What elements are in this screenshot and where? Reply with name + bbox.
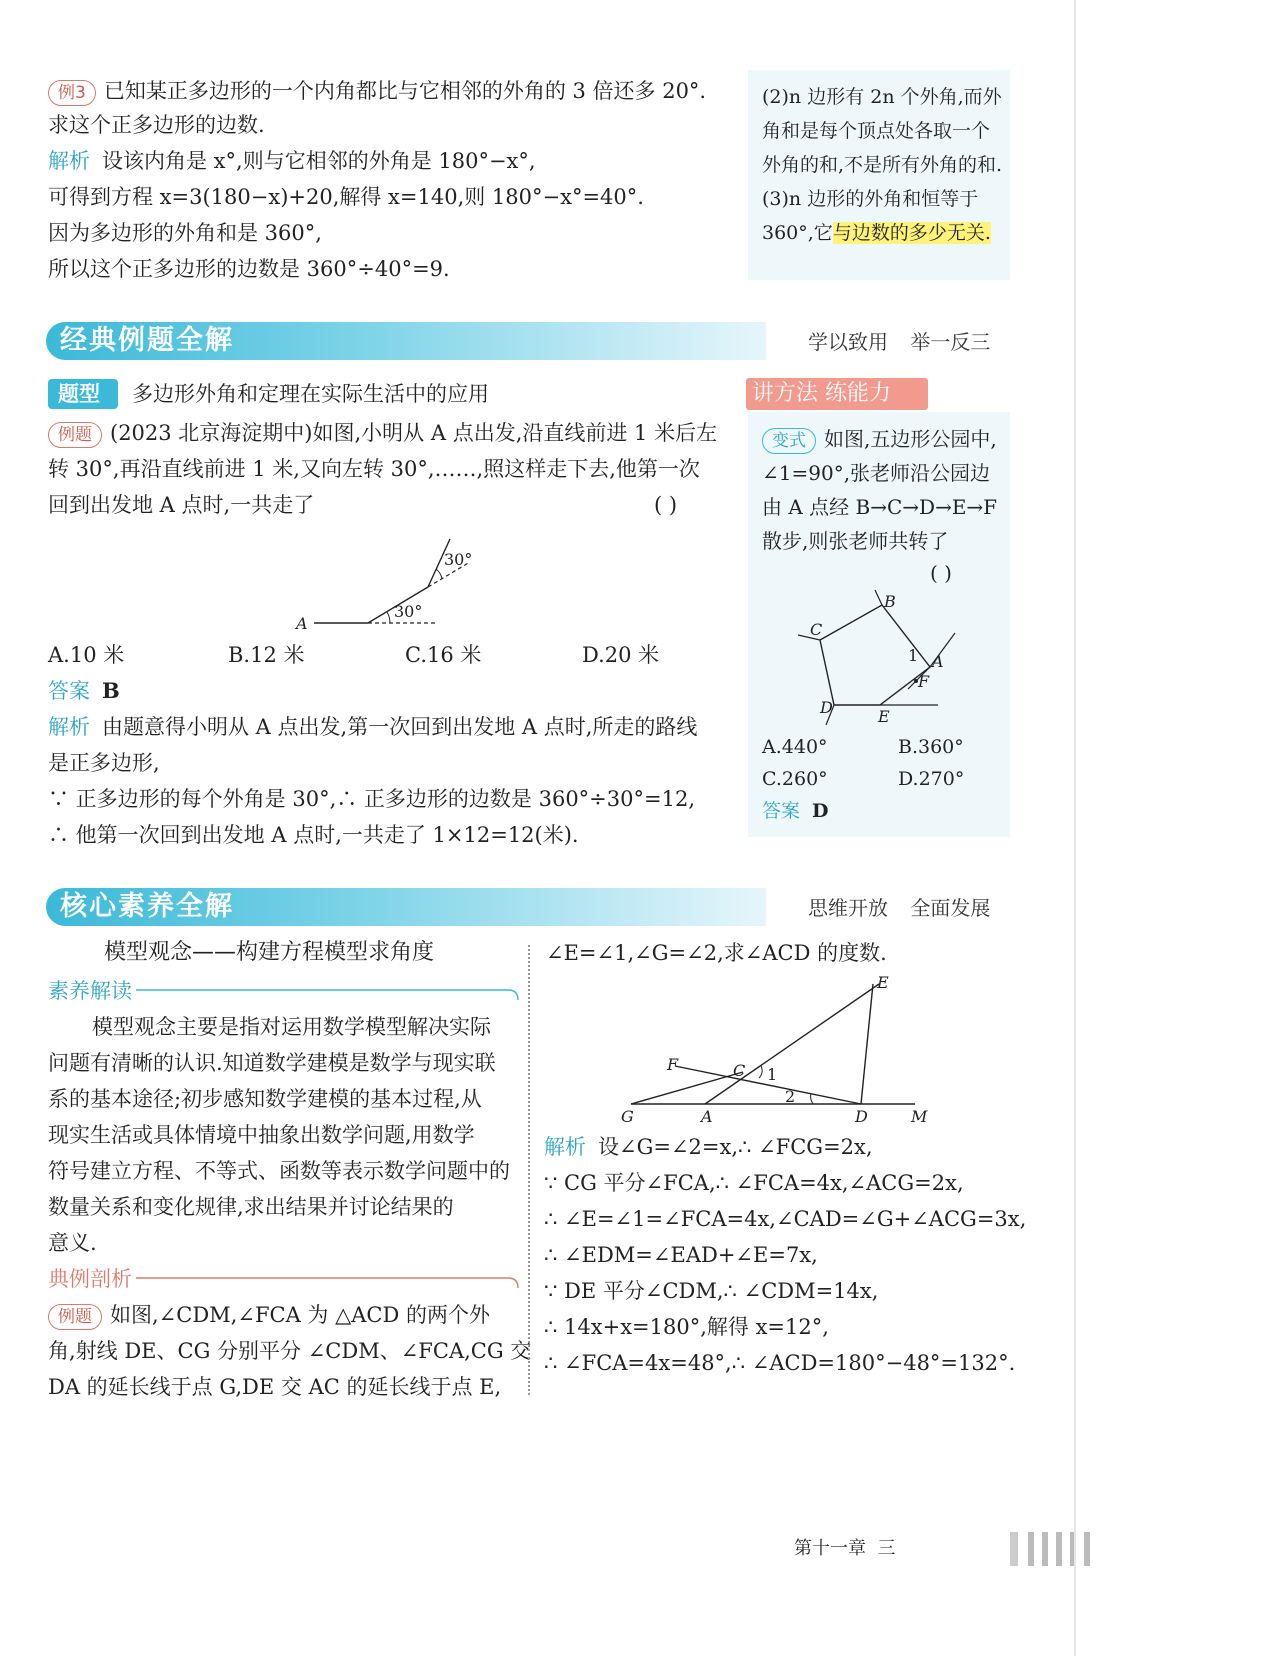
model-title: 模型观念——构建方程模型求角度 xyxy=(104,940,435,965)
ex3-sol1: 解析 设该内角是 x°,则与它相邻的外角是 180°−x°, xyxy=(48,149,536,173)
example-sol4: ∴ 他第一次回到出发地 A 点时,一共走了 1×12=12(米). xyxy=(48,823,579,847)
ex3-sol4: 所以这个正多边形的边数是 360°÷40°=9. xyxy=(48,257,450,281)
pentagon-figure xyxy=(790,585,960,730)
case-l3: DA 的延长线于点 G,DE 交 AC 的延长线于点 E, xyxy=(48,1375,502,1399)
footer-chapter: 第十一章 三 xyxy=(794,1538,896,1559)
page-edge-line xyxy=(1074,0,1076,1656)
type-tag: 题型 xyxy=(58,382,100,406)
variant-option-c: C.260° xyxy=(762,768,828,790)
read-l3: 系的基本途径;初步感知数学建模的基本过程,从 xyxy=(48,1087,482,1111)
variant-l1: 变式 如图,五边形公园中, xyxy=(762,424,997,454)
example-sol2: 是正多边形, xyxy=(48,751,160,775)
read-label-rule xyxy=(136,982,520,1004)
angle-figure xyxy=(615,970,935,1130)
read-l5: 符号建立方程、不等式、函数等表示数学问题中的 xyxy=(48,1159,510,1183)
walk-figure xyxy=(290,535,490,635)
variant-l2: ∠1=90°,张老师沿公园边 xyxy=(762,461,991,485)
ex3-sol3: 因为多边形的外角和是 360°, xyxy=(48,221,322,245)
column-divider xyxy=(528,945,530,1395)
pent-label-d: D xyxy=(820,698,833,717)
fig2-label-g: G xyxy=(621,1107,634,1126)
right-sol7: ∴ ∠FCA=4x=48°,∴ ∠ACD=180°−48°=132°. xyxy=(544,1351,1016,1375)
read-l7: 意义. xyxy=(48,1231,97,1255)
variant-answer: 答案 D xyxy=(762,800,829,822)
ex3-line2: 求这个正多边形的边数. xyxy=(48,113,265,137)
type-title: 多边形外角和定理在实际生活中的应用 xyxy=(132,382,489,406)
ex3-sol2: 可得到方程 x=3(180−x)+20,解得 x=140,则 180°−x°=40°. xyxy=(48,185,644,209)
walk-angle-1: 30° xyxy=(394,602,423,621)
example-paren: ( ) xyxy=(654,493,678,517)
pent-label-e: E xyxy=(878,707,890,726)
fig2-label-m: M xyxy=(911,1107,928,1126)
fig2-label-f: F xyxy=(667,1055,679,1074)
section1-title: 经典例题全解 xyxy=(60,325,234,356)
walk-angle-2: 30° xyxy=(444,550,473,569)
read-l1: 模型观念主要是指对运用数学模型解决实际 xyxy=(92,1015,491,1039)
pent-label-1: 1 xyxy=(908,646,919,665)
example-l2: 转 30°,再沿直线前进 1 米,又向左转 30°,……,照这样走下去,他第一次 xyxy=(48,457,700,481)
example-answer: 答案 B xyxy=(48,678,120,703)
variant-option-d: D.270° xyxy=(898,768,965,790)
right-sol2: ∵ CG 平分∠FCA,∴ ∠FCA=4x,∠ACG=2x, xyxy=(544,1171,964,1195)
side-note-l2: 角和是每个顶点处各取一个 xyxy=(762,120,991,142)
example-option-c: C.16 米 xyxy=(405,643,482,667)
side-note-l4: (3)n 边形的外角和恒等于 xyxy=(762,188,979,210)
variant-option-a: A.440° xyxy=(762,736,828,758)
practice-tag: 讲方法 练能力 xyxy=(752,381,891,406)
pent-label-a: A xyxy=(932,652,944,671)
right-sol6: ∴ 14x+x=180°,解得 x=12°, xyxy=(544,1315,829,1339)
variant-l3: 由 A 点经 B→C→D→E→F xyxy=(762,495,998,519)
right-question: ∠E=∠1,∠G=∠2,求∠ACD 的度数. xyxy=(546,941,887,965)
right-sol1: 解析 设∠G=∠2=x,∴ ∠FCG=2x, xyxy=(544,1135,873,1159)
right-sol4: ∴ ∠EDM=∠EAD+∠E=7x, xyxy=(544,1243,818,1267)
fig2-label-e: E xyxy=(877,973,889,992)
example-sol3: ∵ 正多边形的每个外角是 30°,∴ 正多边形的边数是 360°÷30°=12, xyxy=(48,787,695,811)
walk-label-a: A xyxy=(296,614,308,633)
section1-slogan: 学以致用 举一反三 xyxy=(808,330,991,354)
pent-label-c: C xyxy=(810,620,823,639)
example-option-a: A.10 米 xyxy=(48,643,125,667)
case-label: 典例剖析 xyxy=(48,1267,132,1291)
case-l2: 角,射线 DE、CG 分别平分 ∠CDM、∠FCA,CG 交 xyxy=(48,1339,532,1363)
example-option-d: D.20 米 xyxy=(582,643,660,667)
fig2-label-1: 1 xyxy=(767,1065,778,1084)
right-sol3: ∴ ∠E=∠1=∠FCA=4x,∠CAD=∠G+∠ACG=3x, xyxy=(544,1207,1027,1231)
example-l1: 例题 (2023 北京海淀期中)如图,小明从 A 点出发,沿直线前进 1 米后左 xyxy=(48,418,717,448)
variant-tag: 变式 xyxy=(762,428,816,454)
fig2-label-c: C xyxy=(733,1061,746,1080)
variant-paren: ( ) xyxy=(930,561,952,585)
page-edge-bars xyxy=(1010,1532,1190,1566)
side-note-l5: 360°,它与边数的多少无关. xyxy=(762,222,991,244)
read-l6: 数量关系和变化规律,求出结果并讨论结果的 xyxy=(48,1195,454,1219)
read-label: 素养解读 xyxy=(48,979,132,1003)
case-label-rule xyxy=(136,1270,520,1292)
case-tag: 例题 xyxy=(48,1304,102,1330)
side-note-l3: 外角的和,不是所有外角的和. xyxy=(762,154,1003,176)
right-sol5: ∵ DE 平分∠CDM,∴ ∠CDM=14x, xyxy=(544,1279,879,1303)
read-l4: 现实生活或具体情境中抽象出数学问题,用数学 xyxy=(48,1123,475,1147)
fig2-label-d: D xyxy=(855,1107,868,1126)
example-option-b: B.12 米 xyxy=(228,643,305,667)
ex3-line1: 例3 已知某正多边形的一个内角都比与它相邻的外角的 3 倍还多 20°. xyxy=(48,76,706,106)
example-l3: 回到出发地 A 点时,一共走了 xyxy=(48,493,315,517)
fig2-label-2: 2 xyxy=(785,1087,796,1106)
example-sol1: 解析 由题意得小明从 A 点出发,第一次回到出发地 A 点时,所走的路线 xyxy=(48,715,698,739)
side-note-l1: (2)n 边形有 2n 个外角,而外 xyxy=(762,86,1002,108)
variant-option-b: B.360° xyxy=(898,736,964,758)
fig2-label-a: A xyxy=(701,1107,713,1126)
section2-title: 核心素养全解 xyxy=(60,891,234,922)
pent-label-f: F xyxy=(918,672,930,691)
case-l1: 例题 如图,∠CDM,∠FCA 为 △ACD 的两个外 xyxy=(48,1300,490,1330)
section2-slogan: 思维开放 全面发展 xyxy=(808,896,991,920)
variant-l4: 散步,则张老师共转了 xyxy=(762,529,949,553)
example-tag: 例题 xyxy=(48,422,102,448)
pent-label-b: B xyxy=(884,592,896,611)
ex3-tag: 例3 xyxy=(48,80,96,106)
read-l2: 问题有清晰的认识.知道数学建模是数学与现实联 xyxy=(48,1051,496,1075)
